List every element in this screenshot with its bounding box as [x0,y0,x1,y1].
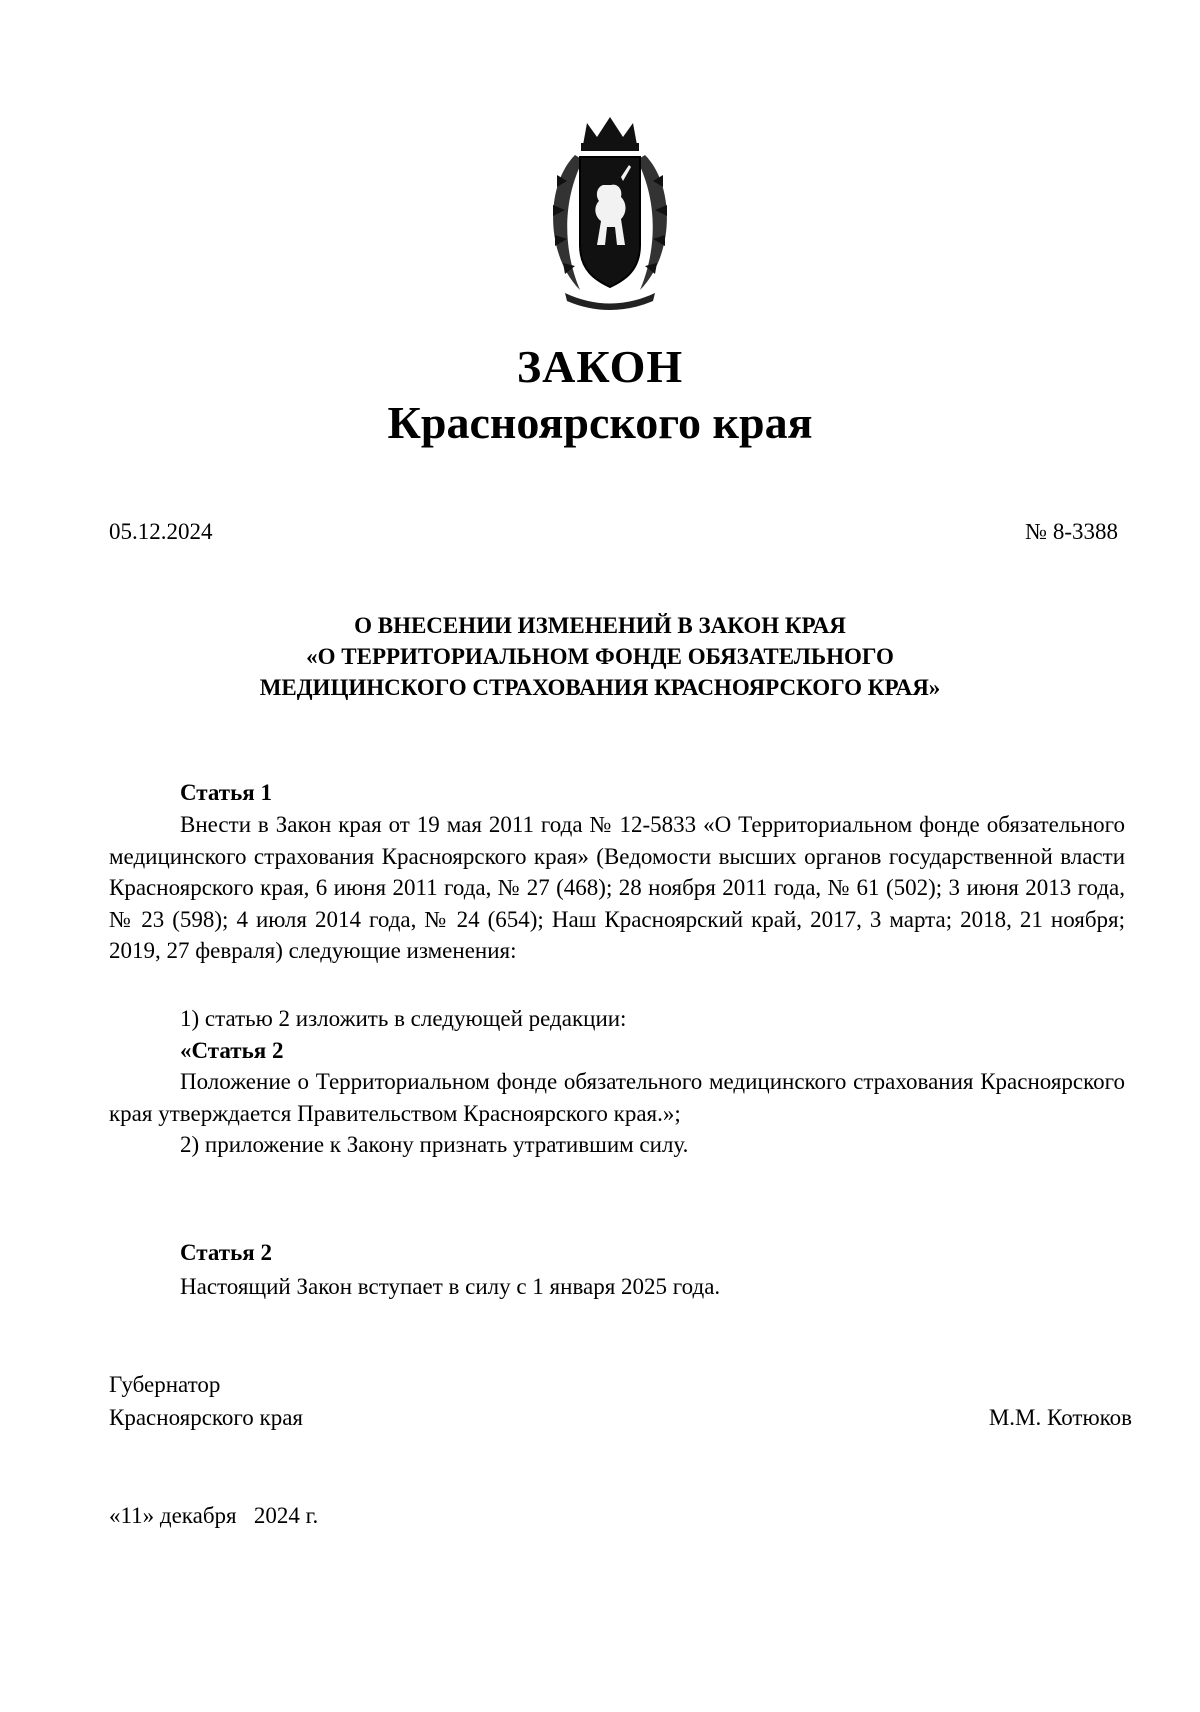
amendment-item-2: 2) приложение к Закону признать утратившим силу. [180,1132,689,1157]
signatory-position-line-2: Красноярского края [109,1405,303,1430]
subject-line-2: «О ТЕРРИТОРИАЛЬНОМ ФОНДЕ ОБЯЗАТЕЛЬНОГО [306,644,894,669]
article-1-text: Внести в Закон края от 19 мая 2011 года № 12-5833 «О Территориальном фонде обязательного медицинского страхования Красноярского края» (Ведомости высших органов государственной власти Красноярского края, 6 июня 2011 года, № 27 (468); 28 ноября 2011 года, № 61 (502); 3 июня 2013 года, № 23 (598); 4 июля 2014 года, № 24 (654); Наш Красноярский край, 2017, 3 марта; 2018, 21 ноября; 2019, 27 февраля) следующие изменения: [109,812,1125,963]
article-2-text: Настоящий Закон вступает в силу с 1 января 2025 года. [180,1274,721,1299]
article-1-heading: Статья 1 [180,780,272,805]
article-2-body [109,1271,1125,1303]
quoted-article-heading: «Статья 2 [180,1037,284,1063]
article-2-heading: Статья 2 [180,1240,272,1265]
subject-line-3: МЕДИЦИНСКОГО СТРАХОВАНИЯ КРАСНОЯРСКОГО КРАЯ» [259,675,941,700]
subject-line-1: О ВНЕСЕНИИ ИЗМЕНЕНИЙ В ЗАКОН КРАЯ [354,613,846,638]
law-region: Красноярского края [387,397,813,448]
quoted-article-text: Положение о Территориальном фонде обязательного медицинского страхования Красноярского края утверждается Правительством Красноярского края.»; [109,1069,1125,1126]
signatory-position-line-1: Губернатор [109,1372,221,1397]
law-number: № 8-3388 [1025,519,1118,544]
law-subject [0,610,1200,703]
amendment-item-1: 1) статью 2 изложить в следующей редакции: [180,1006,627,1031]
amendments [109,1003,1125,1161]
law-date: 05.12.2024 [109,519,213,544]
signatory-name: М.М. Котюков [988,1405,1132,1430]
signing-date: «11» декабря 2024 г. [109,1503,319,1528]
coat-of-arms-icon [535,115,685,315]
law-title: ЗАКОН [516,341,684,392]
signatory-position [109,1368,303,1434]
article-1-body [109,809,1125,967]
